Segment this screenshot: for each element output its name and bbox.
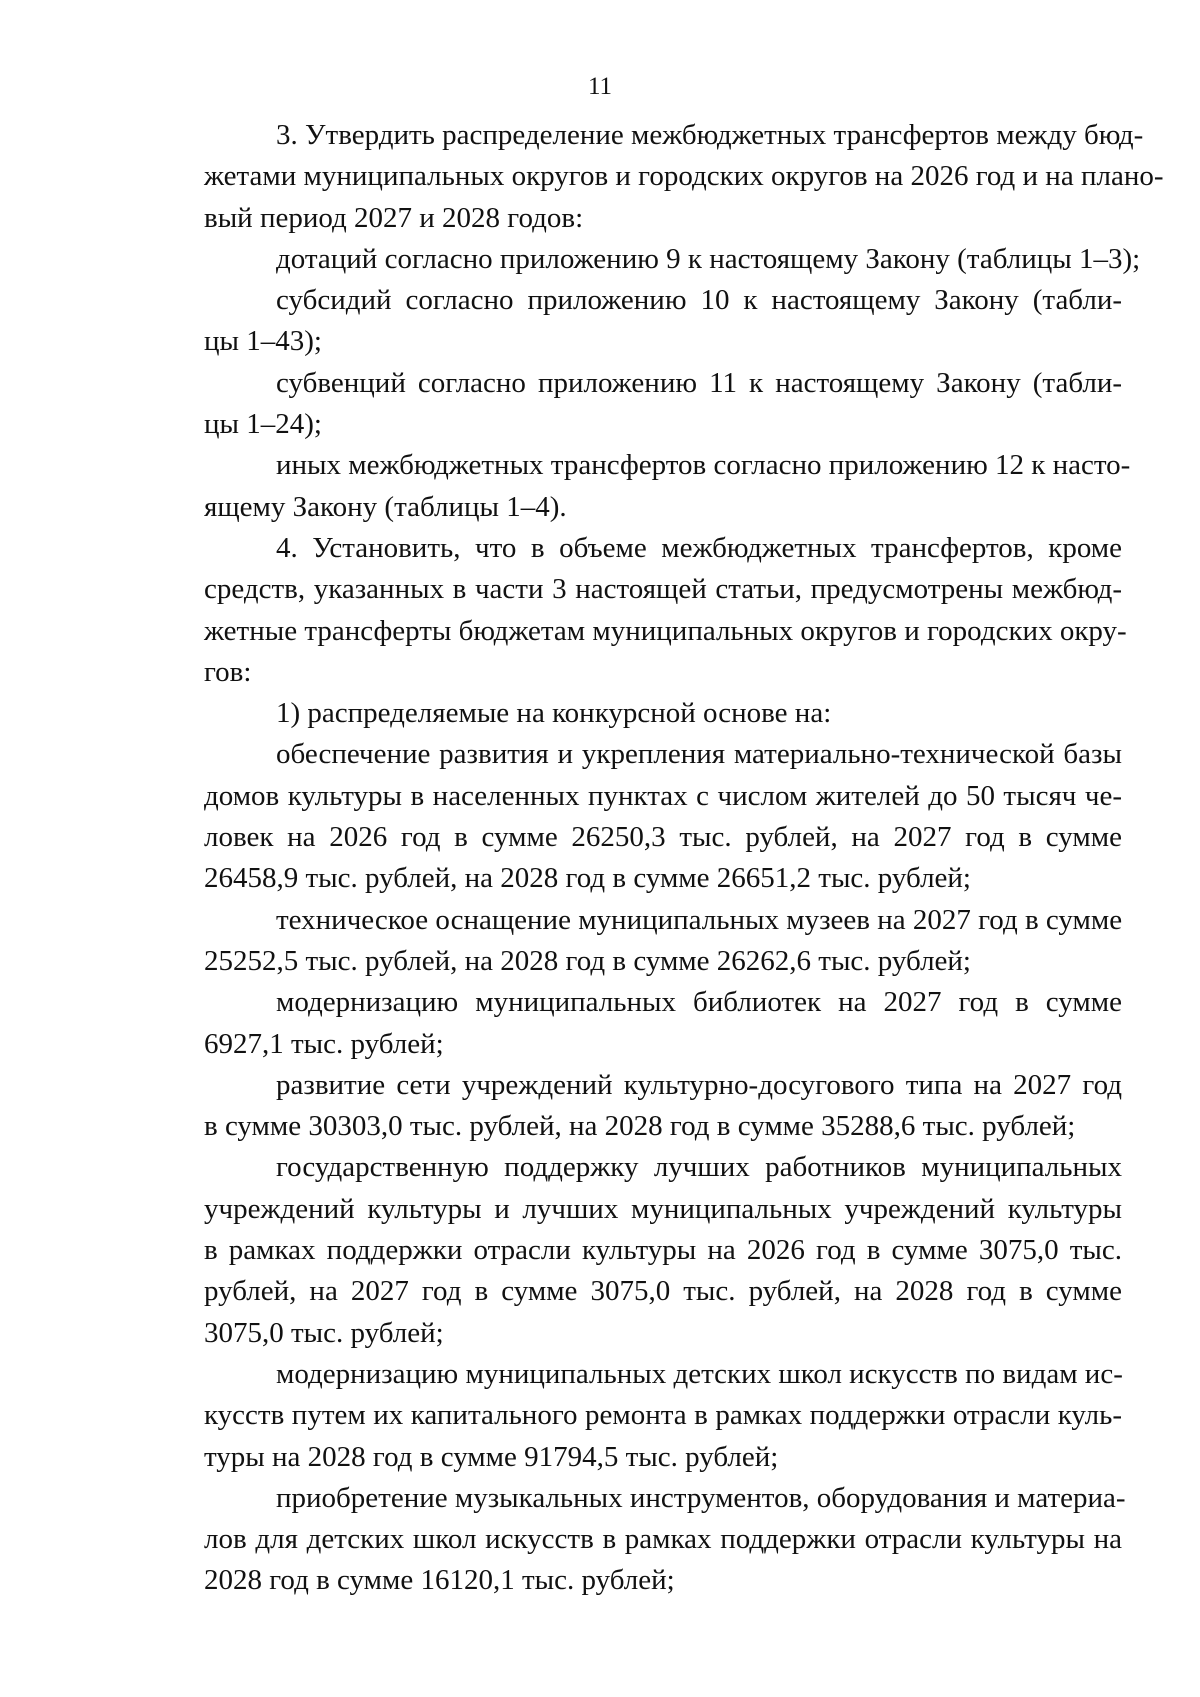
text-line: 4. Установить, что в объеме межбюджетных трансфертов, кроме xyxy=(276,531,1122,564)
text-line: кусств путем их капитального ремонта в рамках поддержки отрасли куль- xyxy=(204,1399,1122,1432)
text-line: 1) распределяемые на конкурсной основе на: xyxy=(276,697,832,730)
paragraph-museums xyxy=(204,900,1122,983)
text-line: средств, указанных в части 3 настоящей статьи, предусмотрены межбюд- xyxy=(204,573,1122,606)
paragraph-approve-distribution xyxy=(204,115,1164,239)
paragraph-houses-of-culture xyxy=(204,734,1122,899)
paragraph-grants xyxy=(204,239,1141,280)
text-line: 6927,1 тыс. рублей; xyxy=(204,1027,444,1060)
text-line: техническое оснащение муниципальных музеев на 2027 год в сумме xyxy=(276,903,1123,936)
text-line: ящему Закону (таблицы 1–4). xyxy=(204,490,567,523)
text-line: 25252,5 тыс. рублей, на 2028 год в сумме 26262,6 тыс. рублей; xyxy=(204,944,971,977)
paragraph-cultural-leisure xyxy=(204,1065,1122,1148)
text-line: цы 1–24); xyxy=(204,408,322,441)
text-line: иных межбюджетных трансфертов согласно приложению 12 к насто- xyxy=(276,449,1131,482)
text-line: гов: xyxy=(204,655,252,688)
paragraph-competitive-basis xyxy=(204,693,1122,734)
document-body xyxy=(204,115,1164,1602)
text-line: лов для детских школ искусств в рамках поддержки отрасли культуры на xyxy=(204,1523,1122,1556)
paragraph-subsidies xyxy=(204,280,1122,363)
text-line: туры на 2028 год в сумме 91794,5 тыс. рублей; xyxy=(204,1440,779,1473)
text-line: в сумме 30303,0 тыс. рублей, на 2028 год в сумме 35288,6 тыс. рублей; xyxy=(204,1110,1076,1143)
text-line: развитие сети учреждений культурно-досугового типа на 2027 год xyxy=(276,1068,1122,1101)
paragraph-art-schools-modernization xyxy=(204,1354,1122,1478)
paragraph-musical-instruments xyxy=(204,1478,1126,1602)
text-line: государственную поддержку лучших работников муниципальных xyxy=(276,1151,1122,1184)
page-number: 11 xyxy=(587,73,613,100)
text-line: домов культуры в населенных пунктах с числом жителей до 50 тысяч че- xyxy=(204,779,1122,812)
text-line: учреждений культуры и лучших муниципальных учреждений культуры xyxy=(204,1192,1122,1225)
text-line: вый период 2027 и 2028 годов: xyxy=(204,201,584,234)
text-line: дотаций согласно приложению 9 к настоящему Закону (таблицы 1–3); xyxy=(276,242,1141,275)
text-line: рублей, на 2027 год в сумме 3075,0 тыс. рублей, на 2028 год в сумме xyxy=(204,1275,1122,1308)
text-line: в рамках поддержки отрасли культуры на 2026 год в сумме 3075,0 тыс. xyxy=(204,1234,1122,1267)
text-line: приобретение музыкальных инструментов, оборудования и материа- xyxy=(276,1481,1126,1514)
text-line: 3075,0 тыс. рублей; xyxy=(204,1316,444,1349)
text-line: 3. Утвердить распределение межбюджетных трансфертов между бюд- xyxy=(276,119,1144,151)
text-line: модернизацию муниципальных детских школ искусств по видам ис- xyxy=(276,1357,1123,1390)
text-line: субсидий согласно приложению 10 к настоящему Закону (табли- xyxy=(276,284,1122,317)
text-line: цы 1–43); xyxy=(204,325,322,358)
paragraph-state-support xyxy=(204,1147,1122,1353)
paragraph-establish xyxy=(204,528,1127,693)
text-line: жетные трансферты бюджетам муниципальных округов и городских окру- xyxy=(204,614,1127,647)
paragraph-other-transfers xyxy=(204,445,1131,528)
text-line: субвенций согласно приложению 11 к настоящему Закону (табли- xyxy=(276,366,1122,399)
text-line: ловек на 2026 год в сумме 26250,3 тыс. рублей, на 2027 год в сумме xyxy=(204,821,1122,854)
paragraph-libraries xyxy=(204,982,1122,1065)
text-line: 2028 год в сумме 16120,1 тыс. рублей; xyxy=(204,1564,675,1597)
paragraph-subventions xyxy=(204,363,1122,446)
text-line: модернизацию муниципальных библиотек на 2027 год в сумме xyxy=(276,986,1122,1019)
text-line: жетами муниципальных округов и городских округов на 2026 год и на плано- xyxy=(204,160,1164,193)
text-line: обеспечение развития и укрепления материально-технической базы xyxy=(276,738,1122,771)
text-line: 26458,9 тыс. рублей, на 2028 год в сумме 26651,2 тыс. рублей; xyxy=(204,862,971,895)
